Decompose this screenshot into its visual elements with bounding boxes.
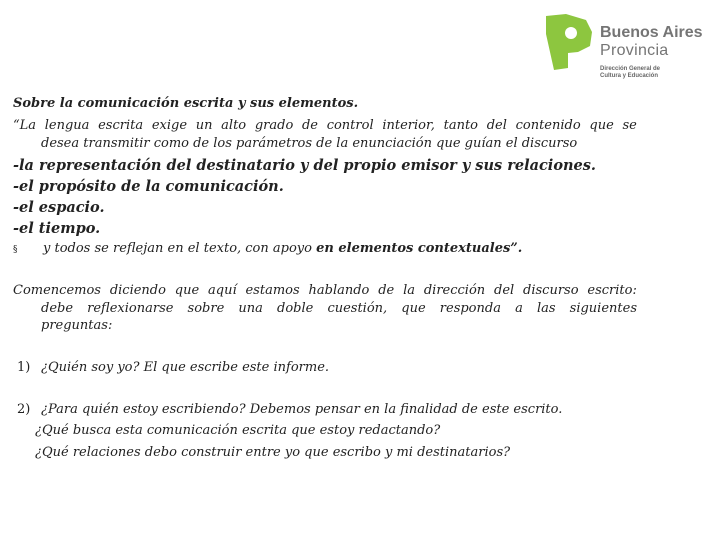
question-number: 2)	[17, 402, 31, 417]
word: que	[401, 301, 426, 316]
word: doble	[277, 301, 314, 316]
word: la	[403, 283, 415, 298]
word: Comencemos	[13, 283, 101, 298]
word: debe	[41, 301, 74, 316]
word: que	[589, 118, 614, 133]
word: las	[536, 301, 556, 316]
question-text: ¿Para quién estoy escribiendo? Debemos pensar en la finalidad de este escrito.	[41, 402, 563, 417]
logo-small-line: Cultura y Educación	[600, 73, 659, 79]
bullet-icon: §	[13, 245, 18, 255]
question-text: ¿Quién soy yo? El que escribe este informe.	[41, 360, 330, 375]
word: un	[195, 118, 213, 133]
question-2	[17, 402, 562, 417]
province-map-icon	[544, 12, 598, 74]
word: hablando	[308, 283, 370, 298]
list-item: -la representación del destinatario y del propio emisor y sus relaciones.	[13, 157, 596, 174]
heading: Sobre la comunicación escrita y sus elementos.	[13, 96, 359, 111]
bullet-item	[13, 241, 522, 256]
word: exige	[151, 118, 188, 133]
paragraph-line-3: preguntas:	[41, 318, 113, 333]
list-item: -el propósito de la comunicación.	[13, 178, 284, 195]
quote-line-2: desea transmitir como de los parámetros de la enunciación que guían el discurso	[41, 136, 578, 151]
word: una	[238, 301, 263, 316]
word: diciendo	[109, 283, 166, 298]
question-number: 1)	[17, 360, 31, 375]
word: escrita	[98, 118, 144, 133]
question-1	[17, 360, 329, 375]
word: del	[494, 283, 515, 298]
word: que	[174, 283, 200, 298]
word: de	[301, 118, 318, 133]
bullet-text: y todos se reflejan en el texto, con apoyo	[43, 241, 312, 256]
word: lengua	[44, 118, 90, 133]
word: dirección	[423, 283, 486, 298]
logo-small-line: Dirección General de	[600, 66, 661, 72]
question-2-line-3: ¿Qué relaciones debo construir entre yo que escribo y mi destinatarios?	[35, 445, 511, 460]
word: del	[486, 118, 507, 133]
list-item: -el tiempo.	[13, 220, 101, 237]
word: siguientes	[569, 301, 637, 316]
word: grado	[254, 118, 294, 133]
word: de	[378, 283, 395, 298]
word: escrito:	[587, 283, 637, 298]
word: sobre	[187, 301, 225, 316]
logo	[544, 12, 714, 78]
paragraph-line-2	[41, 301, 637, 316]
word: reflexionarse	[87, 301, 174, 316]
word: cuestión,	[327, 301, 388, 316]
word: discurso	[523, 283, 579, 298]
paragraph-line-1	[13, 283, 637, 298]
word: contenido	[515, 118, 581, 133]
word: “La	[13, 118, 37, 133]
logo-small-text	[600, 66, 690, 80]
word: responda	[439, 301, 501, 316]
bullet-bold-text: en elementos contextuales”.	[316, 241, 523, 256]
word: interior,	[382, 118, 435, 133]
word: aquí	[208, 283, 237, 298]
logo-title: Buenos Aires	[600, 24, 703, 41]
word: tanto	[443, 118, 478, 133]
word: se	[622, 118, 637, 133]
word: control	[326, 118, 374, 133]
list-item: -el espacio.	[13, 199, 105, 216]
quote-line-1	[13, 118, 637, 133]
logo-subtitle: Provincia	[600, 42, 669, 59]
word: a	[515, 301, 523, 316]
question-2-line-2: ¿Qué busca esta comunicación escrita que estoy redactando?	[35, 423, 441, 438]
word: estamos	[245, 283, 300, 298]
word: alto	[221, 118, 247, 133]
